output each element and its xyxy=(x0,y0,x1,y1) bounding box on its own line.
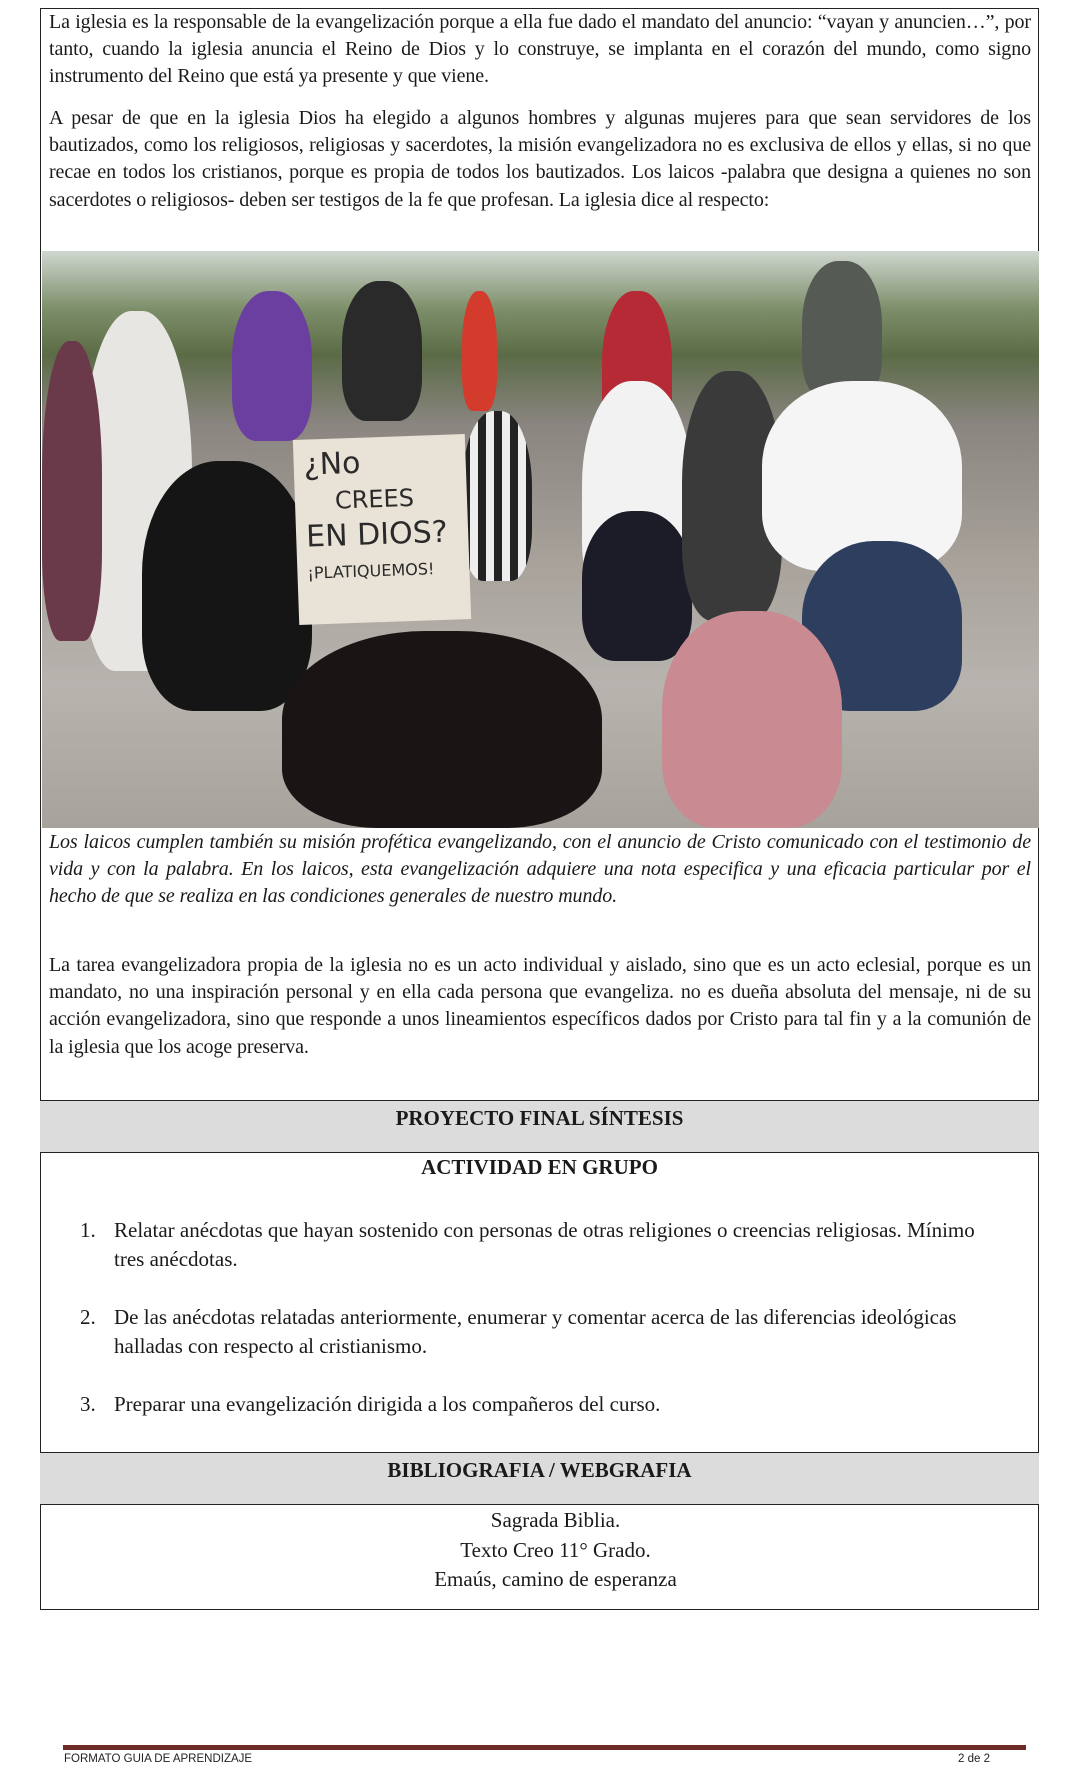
sign-line: CREES xyxy=(334,483,415,515)
item-number: 3. xyxy=(80,1392,96,1416)
evangelization-photo xyxy=(42,251,1039,828)
bibliography-entry: Sagrada Biblia. xyxy=(490,1508,621,1532)
photo-person xyxy=(802,261,882,401)
list-item xyxy=(80,1303,1010,1361)
paragraph-intro xyxy=(49,9,1031,91)
bibliography-entry: Emaús, camino de esperanza xyxy=(434,1567,677,1591)
bibliography-header xyxy=(40,1452,1039,1505)
footer-rule xyxy=(63,1745,1026,1750)
paragraph-tarea xyxy=(49,952,1031,1061)
sign-line: ¡PLATIQUEMOS! xyxy=(307,559,435,583)
item-text: Preparar una evangelización dirigida a los compañeros del curso. xyxy=(114,1392,661,1416)
paragraph-text: La iglesia es la responsable de la evangelización porque a ella fue dado el mandato del anuncio: “vayan y anuncien…”, por tanto, cuando la iglesia anuncia el Reino de Dios y lo construye, se implanta en el corazón del mundo, como signo instrumento del Reino que está ya presente y que viene. xyxy=(49,11,1031,88)
list-item xyxy=(80,1216,1010,1274)
photo-person xyxy=(42,341,102,641)
sign-line: EN DIOS? xyxy=(305,514,449,555)
activity-list xyxy=(80,1216,1010,1448)
photo-man-seated xyxy=(582,511,692,661)
section-title: PROYECTO FINAL SÍNTESIS xyxy=(395,1106,684,1130)
photo-sign xyxy=(293,434,471,625)
paragraph-text: La tarea evangelizadora propia de la iglesia no es un acto individual y aislado, sino que es un acto eclesial, porque es un mandato, no una inspiración personal y en ella cada persona que evangeliza. no es dueña absoluta del mensaje, ni de su acción evangelizadora, sino que responde a unos lineamientos específicos dados por Cristo para tal fin y a la comunión de la iglesia que los acoge preserva. xyxy=(49,954,1031,1058)
paragraph-text: Los laicos cumplen también su misión profética evangelizando, con el anuncio de Cristo comunicado con el testimonio de vida y con la palabra. En los laicos, esta evangelización adquiere una nota especifica y una eficacia particular por el hecho de que se realiza en las condiciones generales de nuestro mundo. xyxy=(49,831,1031,908)
bibliography-entry: Texto Creo 11° Grado. xyxy=(460,1537,651,1562)
quote-caption xyxy=(49,829,1031,911)
section-title: BIBLIOGRAFIA / WEBGRAFIA xyxy=(387,1458,692,1482)
photo-child xyxy=(462,411,532,581)
item-text: De las anécdotas relatadas anteriormente, enumerar y comentar acerca de las diferencias ideológicas halladas con respecto al cristianismo. xyxy=(114,1305,957,1358)
list-item xyxy=(80,1390,1010,1419)
photo-person-sitting xyxy=(662,611,842,828)
footer-label: FORMATO GUIA DE APRENDIZAJE xyxy=(64,1753,253,1765)
item-text: Relatar anécdotas que hayan sostenido con personas de otras religiones o creencias religiosas. Mínimo tres anécdotas. xyxy=(114,1218,975,1271)
bibliography-list xyxy=(40,1506,1039,1595)
activity-title: ACTIVIDAD EN GRUPO xyxy=(421,1155,658,1179)
photo-person xyxy=(142,461,312,711)
item-number: 2. xyxy=(80,1305,96,1329)
photo-person-sitting xyxy=(282,631,602,828)
photo-person xyxy=(232,291,312,441)
project-header xyxy=(40,1100,1039,1153)
photo-person xyxy=(462,291,497,411)
paragraph-text: A pesar de que en la iglesia Dios ha elegido a algunos hombres y algunas mujeres para que sean servidores de los bautizados, como los religiosos, religiosas y sacerdotes, la misión evangelizadora no es exclusiva de ellos y ellas, si no que recae en todos los cristianos, porque es propia de todos los bautizados. Los laicos -palabra que designa a quienes no son sacerdotes o religiosos- deben ser testigos de la fe que profesan. La iglesia dice al respecto: xyxy=(49,107,1031,211)
page-number: 2 de 2 xyxy=(958,1753,990,1765)
sign-line: ¿No xyxy=(303,445,362,483)
paragraph-laicos xyxy=(49,105,1031,214)
photo-person xyxy=(342,281,422,421)
item-number: 1. xyxy=(80,1218,96,1242)
